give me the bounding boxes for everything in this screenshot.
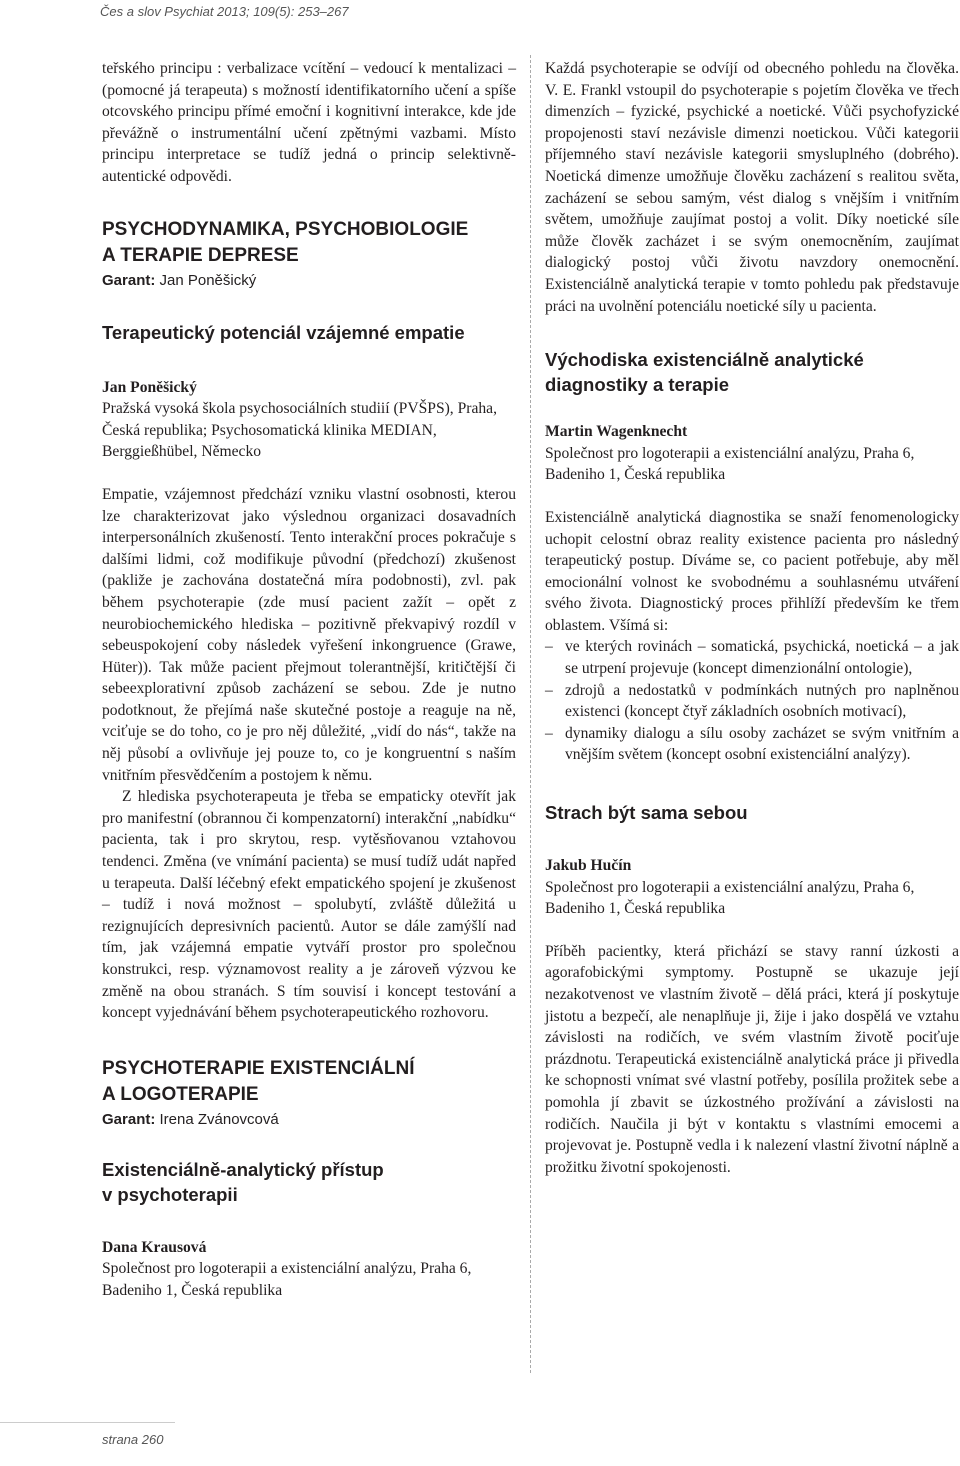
column-divider: [530, 55, 531, 1373]
section-garant: [102, 1109, 516, 1131]
article-title-line: Existenciálně-analytický přístup: [102, 1158, 384, 1180]
article-author: Martin Wagenknecht: [545, 423, 688, 441]
article-author: Jakub Hučín: [545, 857, 632, 875]
right-column: [545, 58, 959, 1178]
garant-name: Irena Zvánovcová: [159, 1110, 279, 1128]
dash-list: [545, 636, 959, 766]
list-item: – zdrojů a nedostatků v podmínkách nutných pro naplněnou existenci (koncept čtyř základních osobních motivací),: [545, 680, 959, 723]
running-header: Čes a slov Psychiat 2013; 109(5): 253–267: [100, 4, 349, 19]
page-number: strana 260: [102, 1432, 164, 1447]
article-affiliation: Společnost pro logoterapii a existenciální analýzu, Praha 6, Badeniho 1, Česká republika: [545, 444, 915, 484]
article-paragraph: Empatie, vzájemnost předchází vzniku vlastní osobnosti, kterou lze charakterizovat jako výslednou organizaci dosavadních interpersonálních zkušeností. Tento interakční proces pokračuje s dalšími lidmi, což modifikuje původní (předchozí) zkušenost (pakliže je zachována dostatečná míra podobnosti), zvl. pak během psychoterapie (zde musí pacient zažít – opět z neurobiochemického hlediska – pozitivně překvapivý rozdíl v sebeuspokojení coby následek vyřešení inkongruence (Grawe, Hüter)). Tak může pacient přejmout tolerantnější, kritičtější či sebeexplorativní způsob zacházení se sebou. Zde je nutno podotknout, že přejímá naše skutečné postoje a reaguje na ně, vciťuje se do toho, co je pro něj důležité, „vidí do nás“, takže na něj působí a ovlivňuje jej pouze to, co je kongruentní s naším vnitřním přesvědčením a postojem k němu.: [102, 485, 516, 784]
intro-paragraph: teřského principu : verbalizace vcítění – vedoucí k mentalizaci – (pomocné já terapeuta) s možností identifikatorního učení a spíše otcovského principu přímé emoční i kognitivní interakce, kde jde převážně o instrumentální učení zpětnými vazbami. Místo principu interpretace se tudíž jedná o princip selektivně-autentické odpovědi.: [102, 60, 516, 185]
list-item: – ve kterých rovinách – somatická, psychická, noetická – a jak se utrpení projevuje (koncept dimenzionální ontologie),: [545, 636, 959, 679]
article-title-line: v psychoterapii: [102, 1183, 238, 1205]
left-column: [102, 58, 516, 1302]
article-title-existential-approach: [102, 1157, 516, 1207]
article-title-line: Východiska existenciálně analytické: [545, 349, 864, 371]
article-title-line: diagnostiky a terapie: [545, 374, 730, 396]
article-affiliation: Pražská vysoká škola psychosociálních studiií (PVŠPS), Praha, Česká republika; Psychosomatická klinika MEDIAN, Berggießhübel, Německo: [102, 400, 498, 461]
section-title-line: PSYCHODYNAMIKA, PSYCHOBIOLOGIE: [102, 218, 469, 240]
section-title-line: A LOGOTERAPIE: [102, 1083, 259, 1105]
article-title-empathy: Terapeutický potenciál vzájemné empatie: [102, 321, 465, 343]
article-title-fear: Strach být sama sebou: [545, 802, 748, 824]
footer-rule: [0, 1422, 175, 1423]
list-item: – dynamiky dialogu a sílu osoby zacházet se svým vnitřním a vnějším světem (koncept osobní existenciální analýzy).: [545, 723, 959, 766]
article-author: Dana Krausová: [102, 1238, 207, 1256]
article-paragraph: Příběh pacientky, která přichází se stavy ranní úzkosti a agorafobickými symptomy. Postupně se ukazuje její nezakotvenost ve vlastním životě – dělá práci, která jí poskytuje jistotu a bezpečí, ale nenaplňuje ji, žije i jako dospělá ve vztahu závislosti na rodičích, ve svém vlastním životě pociťuje prázdnotu. Terapeutická existenciálně analytická práce ji přivedla ke schopnosti vnímat své vlastní potřeby, posílila prožitek sebe a pomohla jí zbavit se úzkostného prožívání a závislosti na rodičích. Naučila ji být v kontaktu s vlastními emocemi a projevovat je. Postupně vedla i k nalezení vlastní životní náplně a prožitku životní spokojenosti.: [545, 942, 959, 1176]
section-title-line: PSYCHOTERAPIE EXISTENCIÁLNÍ: [102, 1057, 415, 1079]
section-garant: [102, 270, 516, 292]
section-title-existential: [102, 1056, 516, 1108]
garant-label: Garant:: [102, 271, 156, 289]
article-paragraph: Existenciálně analytická diagnostika se snaží fenomenologicky uchopit celostní obraz reality existence pacienta pro následný terapeutický postup. Díváme se, co pacient potřebuje, aby měl emocionální volnost ke svobodnému a souhlasnému utváření svého života. Diagnostický proces přihlíží především ke třem oblastem. Všímá si:: [545, 508, 959, 634]
section-title-depression: [102, 217, 516, 269]
garant-name: Jan Poněšický: [159, 271, 257, 289]
article-paragraph: Z hlediska psychoterapeuta je třeba se empaticky otevřít jak pro manifestní (obrannou či kompenzatorní) interakční „nabídku“ pacienta, tak i pro skrytou, resp. vytěsňovanou vztahovou tendenci. Změna (ve vnímání pacienta) se musí tudíž udát napřed u terapeuta. Další léčebný efekt empatického spojení je zkušenost – tudíž i nová možnost – spolubytí, zvláště důležitá u rezignujících depresivních pacientů. Autor se dále zamýšlí nad tím, jak vzájemná empatie vytváří prostor pro společnou konstrukci, resp. významovost reality a je zároveň výzvou ke změně na obou stranách. S tím souvisí i koncept testování a koncept vyjednávání během psychoterapeutického rozhovoru.: [102, 788, 516, 1022]
article-title-diagnostics: [545, 347, 959, 397]
article-paragraph: Každá psychoterapie se odvíjí od obecného pohledu na člověka. V. E. Frankl vstoupil do psychoterapie s pojetím člověka ve třech dimenzích – fyzické, psychické a noetické. Vůči psychofyzické propojenosti staví nezávisle dimenzi noetickou. Vůči kategorii příjemného staví nezávisle kategorii smysluplného (dobrého). Noetická dimenze umožňuje člověku zacházení s realitou světa, zacházení se sebou samým, vést dialog s vnějším i vnitřním světem, umožňuje zaujímat postoj a volit. Díky noetické síle může člověk zacházet i se svým onemocněním, zaujímat dialogický postoj vůči životu navzdory onemocnění. Existenciálně analytická terapie v tomto pohledu pak představuje práci na uvolnění potenciálu noetické síly u pacienta.: [545, 60, 959, 315]
section-title-line: A TERAPIE DEPRESE: [102, 244, 299, 266]
article-affiliation: Společnost pro logoterapii a existenciální analýzu, Praha 6, Badeniho 1, Česká republika: [545, 878, 915, 918]
article-affiliation: Společnost pro logoterapii a existenciální analýzu, Praha 6, Badeniho 1, Česká republika: [102, 1260, 472, 1299]
garant-label: Garant:: [102, 1110, 156, 1128]
article-author: Jan Poněšický: [102, 378, 197, 396]
